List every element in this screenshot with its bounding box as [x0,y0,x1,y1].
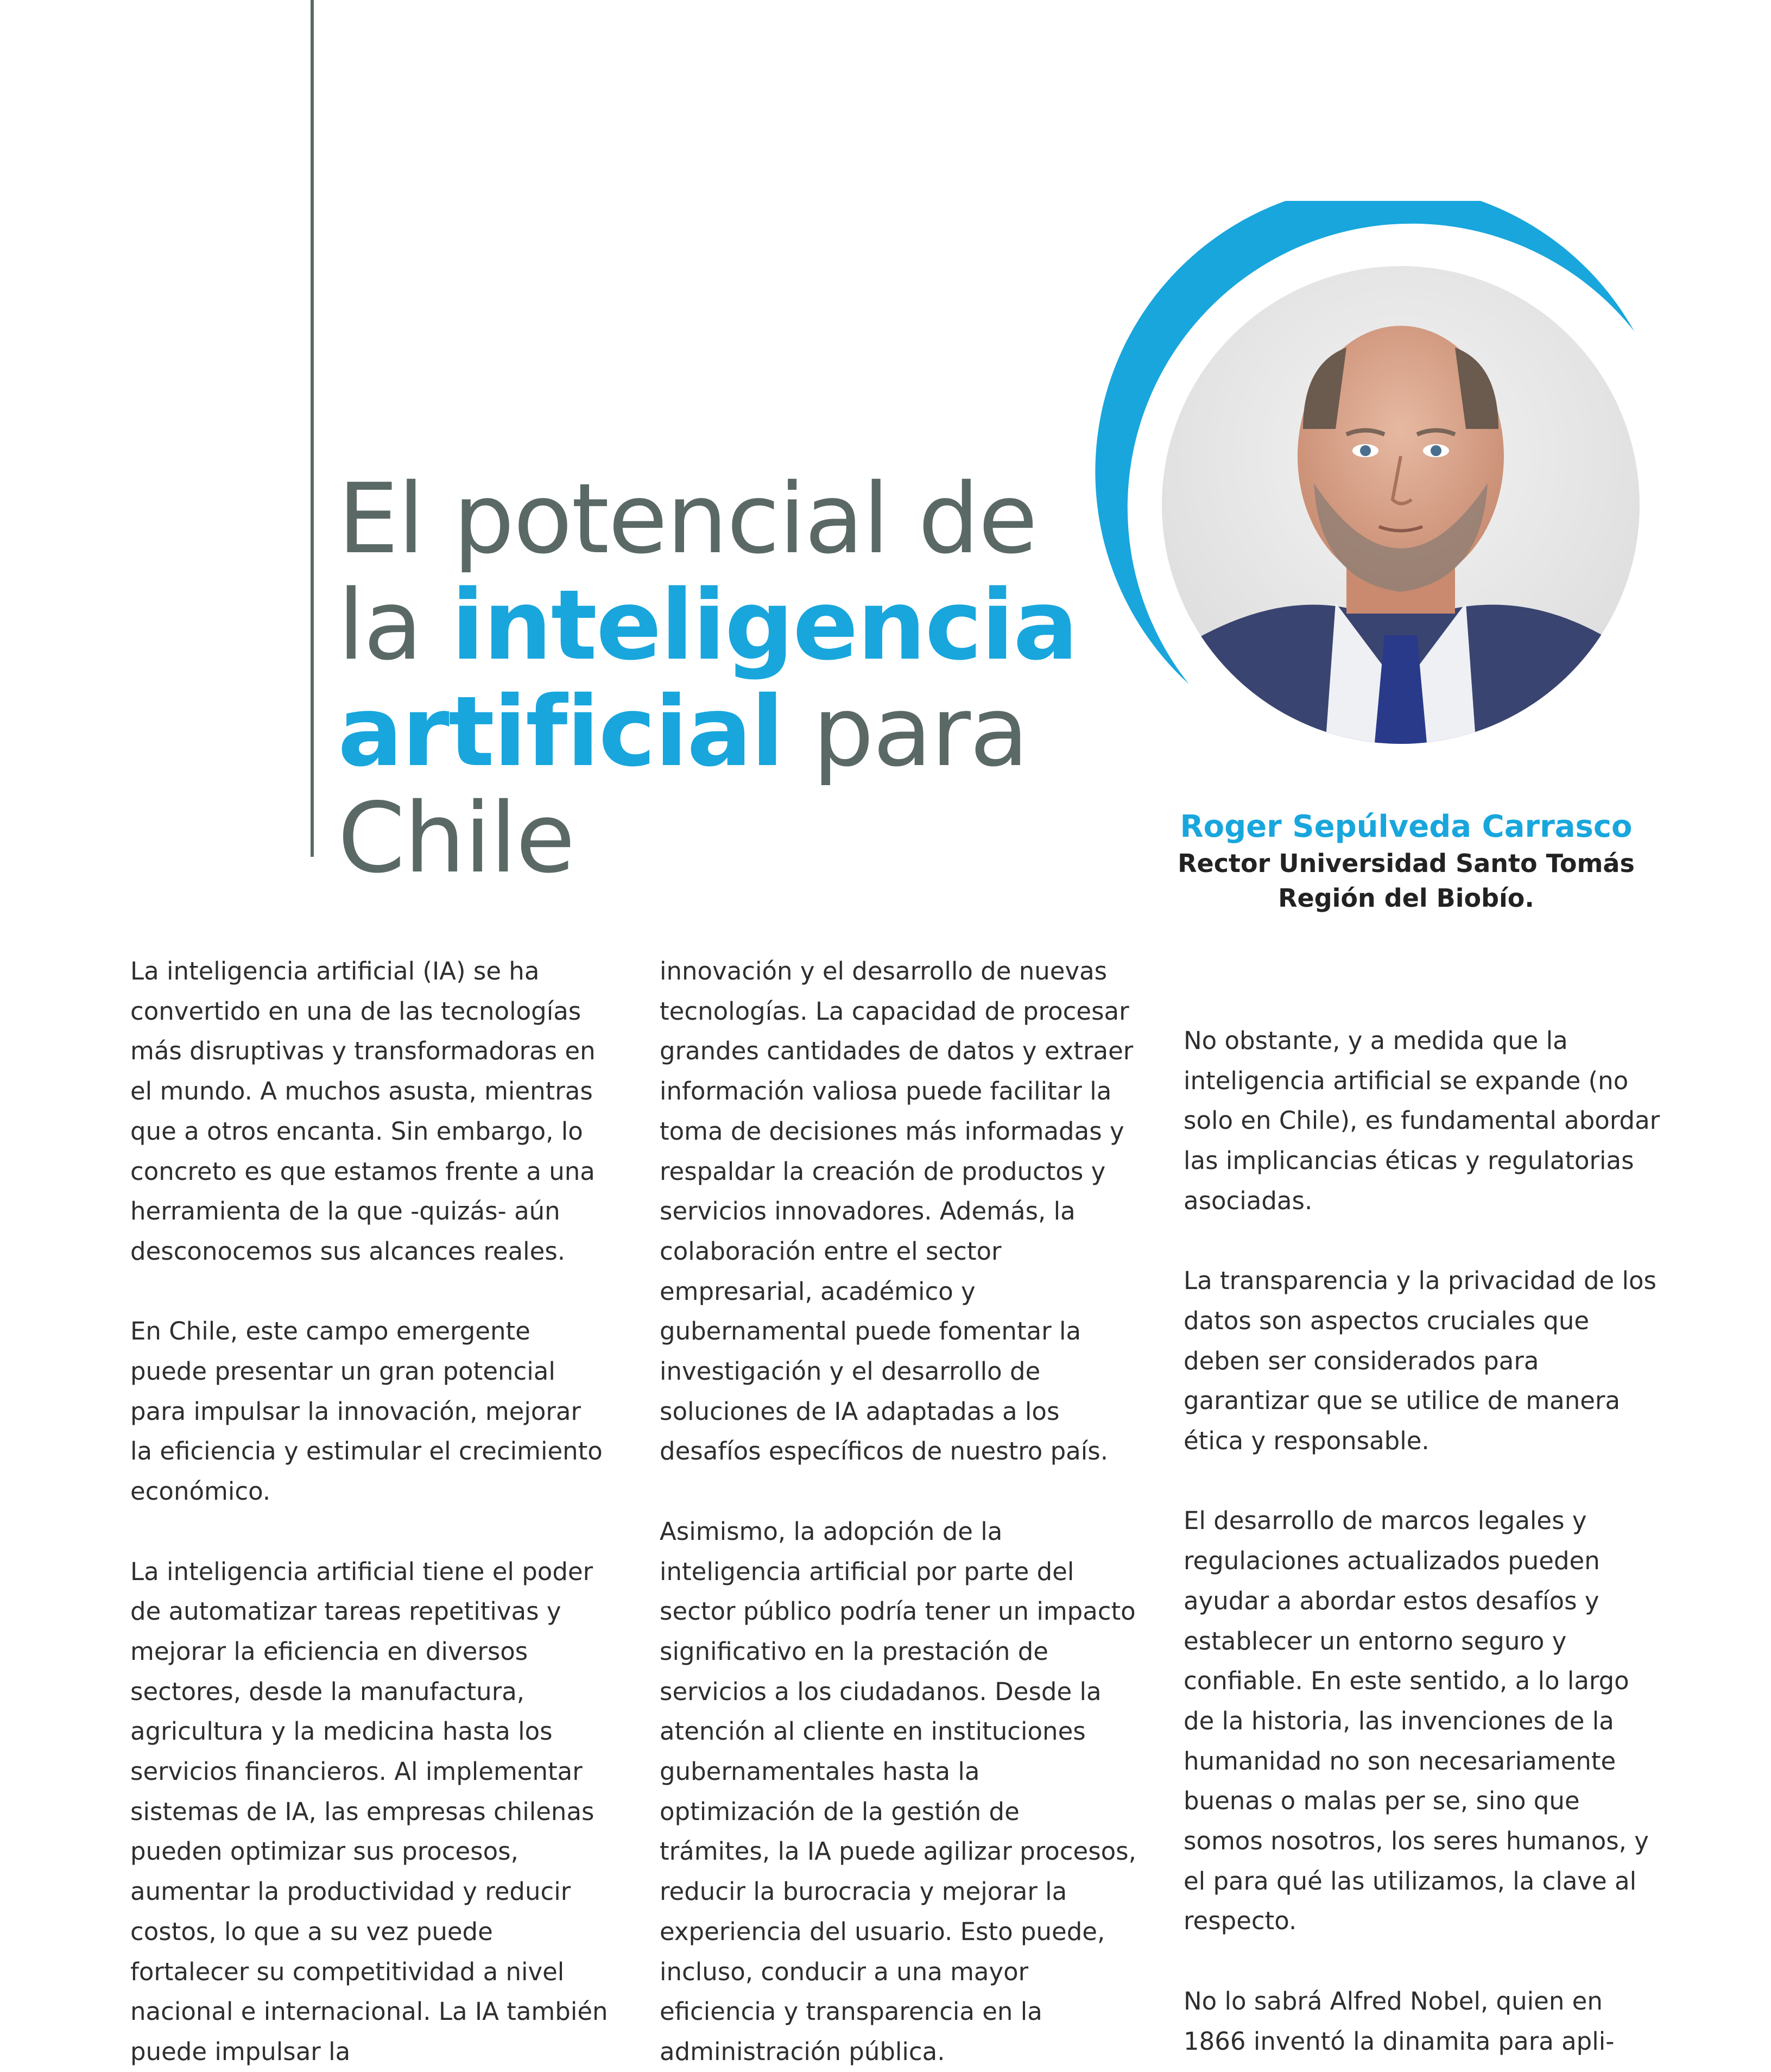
title-line-3-post: para [783,675,1028,788]
article-column-1 [130,951,608,2072]
article-title [338,463,1087,894]
vertical-rule [311,0,314,857]
paragraph: El desarrollo de marcos legales y regulaciones actualizados pueden ayudar a abordar estos desafíos y establecer un entorno seguro y confiable. En este sentido, a lo largo de la historia, las invenciones de la humanidad no son necesariamente buenas o malas per se, sino que somos nosotros, los seres humanos, y el para qué las utilizamos, la clave al respecto. [1184,1506,1649,1936]
paragraph: La inteligencia artificial (IA) se ha convertido en una de las tecnologías más disruptivas y transformadoras en el mundo. A muchos asusta, mientras que a otros encanta. Sin embargo, lo concreto es que estamos frente a una herramienta de la que -quizás- aún desconocemos sus alcances reales. [130,957,596,1266]
title-highlight-artificial: artificial [338,675,783,788]
article-column-3 [1184,1021,1661,2061]
paragraph: La transparencia y la privacidad de los datos son aspectos cruciales que deben ser considerados para garantizar que se utilice de manera ética y responsable. [1184,1266,1656,1456]
paragraph: No lo sabrá Alfred Nobel, quien en 1866 inventó la dinamita para apli- [1184,1986,1615,2056]
title-highlight-inteligencia: inteligencia [451,569,1078,681]
paragraph: En Chile, este campo emergente puede presentar un gran potencial para impulsar la innovación, mejorar la eficiencia y estimular el crecimiento económico. [130,1317,603,1506]
title-line-4: Chile [338,782,574,894]
paragraph: Asimismo, la adopción de la inteligencia artificial por parte del sector público podría tener un impacto significativo en la prestación de servicios a los ciudadanos. Desde la atención al cliente en instituciones gubernamentales hasta la optimización de la gestión de trámites, la IA puede agilizar procesos, reducir la burocracia y mejorar la experiencia del usuario. Esto puede, incluso, conducir a una mayor eficiencia y transparencia en la administración pública. [660,1517,1136,2066]
author-name: Roger Sepúlveda Carrasco [1180,809,1633,844]
paragraph: La inteligencia artificial tiene el poder de automatizar tareas repetitivas y mejorar la eficiencia en diversos sectores, desde la manufactura, agricultura y la medicina hasta los servicios financieros. Al implementar sistemas de IA, las empresas chilenas pueden optimizar sus procesos, aumentar la productividad y reducir costos, lo que a su vez puede fortalecer su competitividad a nivel nacional e internacional. La IA también puede impulsar la [130,1557,608,2066]
author-block [1108,808,1705,915]
author-portrait [1064,201,1683,820]
title-line-2-pre: la [338,569,452,681]
author-role-line-2: Región del Biobío. [1278,883,1534,913]
paragraph: innovación y el desarrollo de nuevas tecnologías. La capacidad de procesar grandes cantidades de datos y extraer información valiosa puede facilitar la toma de decisiones más informadas y respaldar la creación de productos y servicios innovadores. Además, la colaboración entre el sector empresarial, académico y gubernamental puede fomentar la investigación y el desarrollo de soluciones de IA adaptadas a los desafíos específicos de nuestro país. [660,957,1134,1466]
article-column-2 [660,951,1137,2072]
paragraph: No obstante, y a medida que la inteligencia artificial se expande (no solo en Chile), es fundamental abordar las implicancias éticas y regulatorias asociadas. [1184,1026,1660,1215]
title-line-1: El potencial de [338,463,1037,575]
author-role-line-1: Rector Universidad Santo Tomás [1178,849,1635,878]
